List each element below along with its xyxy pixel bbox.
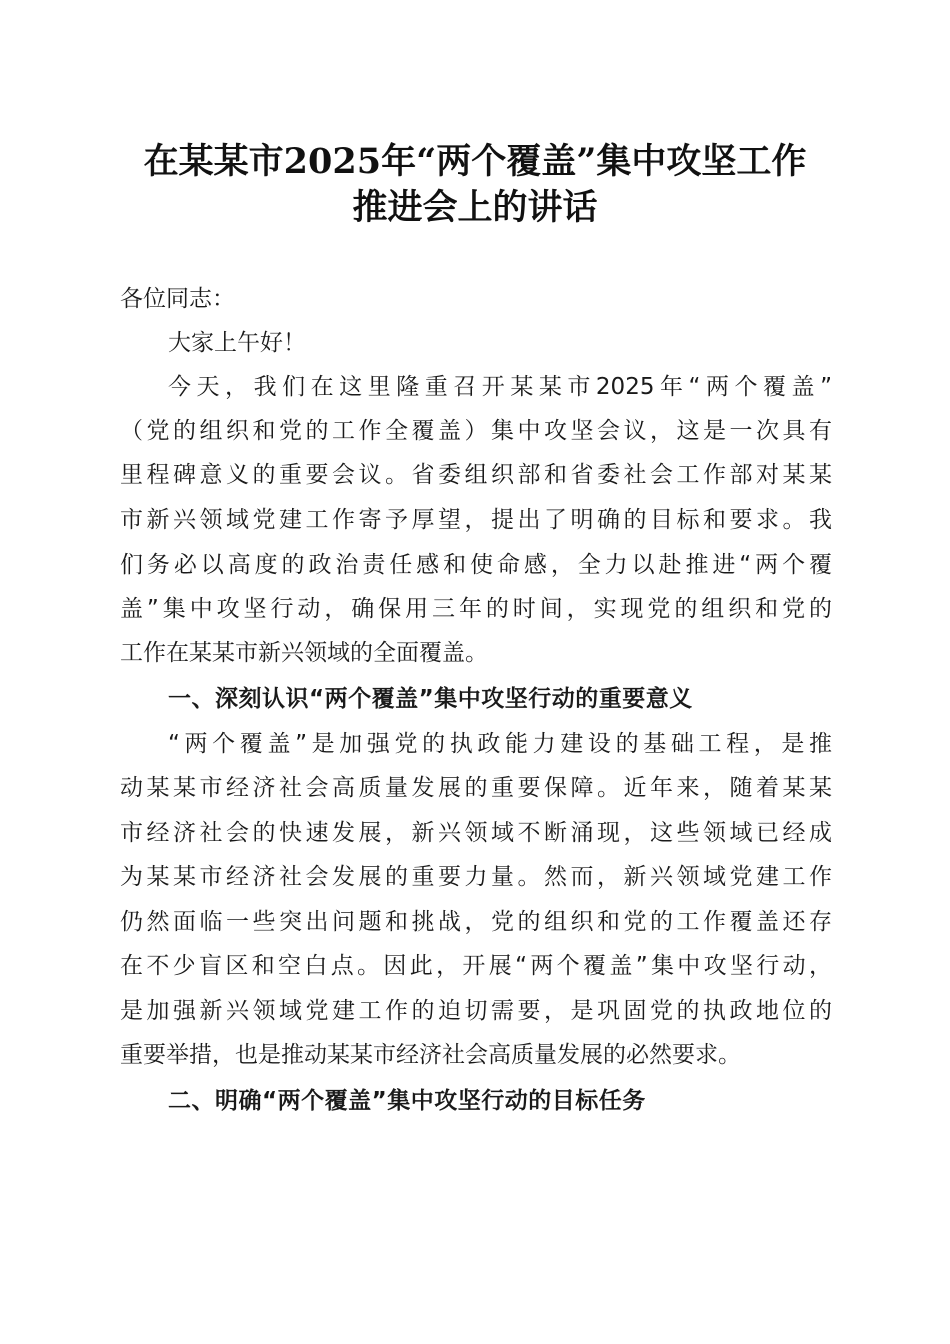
section1-line: 仍然面临一些突出问题和挑战，党的组织和党的工作覆盖还存 — [120, 909, 832, 935]
intro-line: 今天，我们在这里隆重召开某某市2025年“两个覆盖” — [168, 374, 832, 400]
intro-line: 盖”集中攻坚行动，确保用三年的时间，实现党的组织和党的 — [120, 596, 832, 622]
salutation: 各位同志： — [120, 286, 235, 312]
section1-line: 在不少盲区和空白点。因此，开展“两个覆盖”集中攻坚行动， — [120, 953, 832, 979]
section1-line: 重要举措，也是推动某某市经济社会高质量发展的必然要求。 — [120, 1042, 741, 1068]
section1-line: 动某某市经济社会高质量发展的重要保障。近年来，随着某某 — [120, 775, 832, 801]
intro-line: 里程碑意义的重要会议。省委组织部和省委社会工作部对某某 — [120, 462, 832, 488]
intro-line: （党的组织和党的工作全覆盖）集中攻坚会议，这是一次具有 — [120, 418, 832, 444]
intro-line: 工作在某某市新兴领域的全面覆盖。 — [120, 640, 488, 666]
section-heading: 二、明确“两个覆盖”集中攻坚行动的目标任务 — [168, 1088, 646, 1114]
section1-line: 市经济社会的快速发展，新兴领域不断涌现，这些领域已经成 — [120, 820, 832, 846]
intro-line: 们务必以高度的政治责任感和使命感，全力以赴推进“两个覆 — [120, 552, 832, 578]
intro-line: 市新兴领域党建工作寄予厚望，提出了明确的目标和要求。我 — [120, 507, 832, 533]
greeting: 大家上午好！ — [168, 330, 306, 356]
document-title-line-2: 推进会上的讲话 — [352, 187, 598, 228]
section1-line: 为某某市经济社会发展的重要力量。然而，新兴领域党建工作 — [120, 864, 832, 890]
section1-line: 是加强新兴领域党建工作的迫切需要，是巩固党的执政地位的 — [120, 998, 832, 1024]
document-title-line-1: 在某某市2025年“两个覆盖”集中攻坚工作 — [143, 141, 807, 182]
section-heading: 一、深刻认识“两个覆盖”集中攻坚行动的重要意义 — [168, 686, 693, 712]
section1-line: “两个覆盖”是加强党的执政能力建设的基础工程，是推 — [168, 731, 832, 757]
